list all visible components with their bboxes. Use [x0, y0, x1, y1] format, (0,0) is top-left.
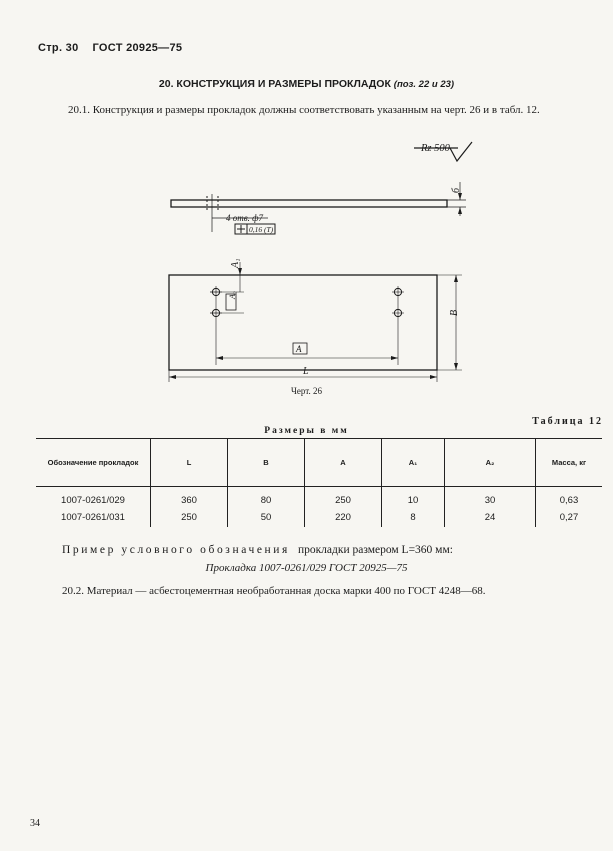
dim-hole-gap: A₂ — [228, 291, 237, 299]
page-number: 34 — [30, 818, 40, 829]
table-header-row — [36, 439, 602, 487]
example-lead: Пример условного обозначения — [62, 544, 290, 556]
table-cell: 1007-0261/029 — [61, 495, 125, 506]
holes-note: 4 отв. ф7 — [226, 213, 264, 223]
table-row — [36, 487, 602, 508]
table-cell: 10 — [382, 487, 445, 508]
table-cell: 360 — [151, 487, 228, 508]
paragraph-20-1: 20.1. Конструкция и размеры прокладок должны соответствовать указанным на черт. 26 и в табл. 12. — [68, 104, 540, 116]
col-designation: Обозначение прокладок — [36, 439, 151, 487]
dim-length: L — [303, 366, 309, 377]
table-cell: 0,63 — [536, 487, 603, 508]
dim-hole-offset: A₁ — [230, 258, 241, 268]
table-cell: 1007-0261/031 — [61, 511, 125, 523]
table-row — [36, 507, 602, 527]
col-a2: A₂ — [445, 439, 536, 487]
drawing-caption: Черт. 26 — [291, 386, 322, 396]
table-cell: 24 — [445, 507, 536, 527]
table-cell: 0,27 — [536, 507, 603, 527]
side-view — [171, 182, 466, 234]
table-cell: 30 — [445, 487, 536, 508]
table-cell: 80 — [228, 487, 305, 508]
plan-view — [169, 262, 462, 382]
table-subtitle: Размеры в мм — [264, 426, 349, 436]
table-label: Таблица 12 — [532, 416, 603, 427]
col-b: B — [228, 439, 305, 487]
example-line — [62, 544, 453, 556]
col-a1: A₁ — [382, 439, 445, 487]
dim-hole-span: A — [296, 344, 302, 354]
dim-thickness: б — [451, 187, 462, 193]
sizes-table — [36, 438, 602, 527]
standard-code: ГОСТ 20925—75 — [92, 42, 183, 54]
table-cell: 220 — [305, 507, 382, 527]
table-cell: 250 — [305, 487, 382, 508]
roughness-value: Rz 500 — [421, 143, 450, 154]
table-cell: 8 — [382, 507, 445, 527]
table-cell: 250 — [151, 507, 228, 527]
section-positions: (поз. 22 и 23) — [393, 79, 455, 90]
table-cell: 50 — [228, 507, 305, 527]
dim-width: B — [449, 309, 460, 316]
col-a: A — [305, 439, 382, 487]
example-text: прокладки размером L=360 мм: — [297, 544, 453, 556]
col-mass: Масса, кг — [536, 439, 603, 487]
paragraph-20-2: 20.2. Материал — асбестоцементная необработанная доска марки 400 по ГОСТ 4248—68. — [62, 585, 486, 597]
col-l: L — [151, 439, 228, 487]
section-heading: 20. КОНСТРУКЦИЯ И РАЗМЕРЫ ПРОКЛАДОК — [158, 78, 391, 90]
page-label: Стр. 30 — [38, 42, 79, 54]
example-designation: Прокладка 1007-0261/029 ГОСТ 20925—75 — [205, 562, 408, 574]
position-tolerance: 0,16 (Т) — [249, 225, 274, 234]
